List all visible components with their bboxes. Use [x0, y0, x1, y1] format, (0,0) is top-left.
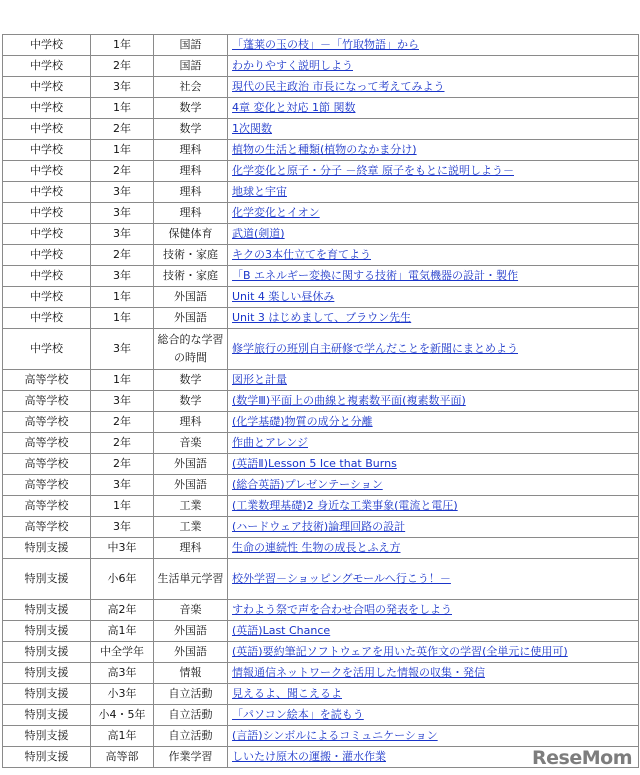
- school-cell: 高等学校: [3, 496, 91, 517]
- grade-cell: 2年: [91, 56, 154, 77]
- table-row: [3, 77, 639, 98]
- unit-link[interactable]: Unit 3 はじめまして、ブラウン先生: [232, 311, 412, 324]
- school-cell: 中学校: [3, 224, 91, 245]
- table-row: [3, 308, 639, 329]
- grade-cell: 2年: [91, 161, 154, 182]
- table-row: [3, 600, 639, 621]
- school-cell: 中学校: [3, 98, 91, 119]
- table-row: [3, 182, 639, 203]
- subject-cell: 音楽: [154, 600, 228, 621]
- unit-link[interactable]: (ハードウェア技術)論理回路の設計: [232, 520, 406, 533]
- subject-cell: 工業: [154, 496, 228, 517]
- school-cell: 中学校: [3, 140, 91, 161]
- unit-link[interactable]: 修学旅行の班別自主研修で学んだことを新聞にまとめよう: [232, 342, 518, 355]
- unit-cell: [228, 663, 639, 684]
- subject-cell: 保健体育: [154, 224, 228, 245]
- unit-link[interactable]: 生命の連続性 生物の成長とふえ方: [232, 541, 401, 554]
- grade-cell: 小3年: [91, 684, 154, 705]
- unit-link[interactable]: 現代の民主政治 市長になって考えてみよう: [232, 80, 445, 93]
- subject-cell: 理科: [154, 140, 228, 161]
- school-cell: 高等学校: [3, 391, 91, 412]
- unit-link[interactable]: (工業数理基礎)2 身近な工業事象(電流と電圧): [232, 499, 458, 512]
- table-row: [3, 161, 639, 182]
- school-cell: 高等学校: [3, 370, 91, 391]
- subject-cell: 理科: [154, 203, 228, 224]
- unit-cell: [228, 600, 639, 621]
- grade-cell: 3年: [91, 475, 154, 496]
- subject-cell: 国語: [154, 35, 228, 56]
- school-cell: 特別支援: [3, 538, 91, 559]
- school-cell: 中学校: [3, 203, 91, 224]
- unit-link[interactable]: しいたけ原木の運搬・灌水作業: [232, 750, 386, 763]
- unit-cell: [228, 140, 639, 161]
- school-cell: 高等学校: [3, 433, 91, 454]
- unit-link[interactable]: (数学Ⅲ)平面上の曲線と複素数平面(複素数平面): [232, 394, 466, 407]
- table-row: [3, 705, 639, 726]
- unit-cell: [228, 391, 639, 412]
- grade-cell: 高2年: [91, 600, 154, 621]
- unit-cell: [228, 329, 639, 370]
- grade-cell: 3年: [91, 329, 154, 370]
- unit-link[interactable]: 1次関数: [232, 122, 272, 135]
- grade-cell: 2年: [91, 433, 154, 454]
- unit-cell: [228, 308, 639, 329]
- table-row: [3, 329, 639, 370]
- school-cell: 特別支援: [3, 559, 91, 600]
- school-cell: 中学校: [3, 308, 91, 329]
- school-cell: 中学校: [3, 161, 91, 182]
- unit-link[interactable]: (英語)要約筆記ソフトウェアを用いた英作文の学習(全単元に使用可): [232, 645, 568, 658]
- unit-link[interactable]: すわよう祭で声を合わせ合唱の発表をしよう: [232, 603, 452, 616]
- subject-cell: 理科: [154, 412, 228, 433]
- school-cell: 特別支援: [3, 642, 91, 663]
- school-cell: 中学校: [3, 329, 91, 370]
- table-row: [3, 433, 639, 454]
- grade-cell: 2年: [91, 454, 154, 475]
- unit-link[interactable]: 「パソコン絵本」を読もう: [232, 708, 364, 721]
- table-row: [3, 412, 639, 433]
- school-cell: 特別支援: [3, 747, 91, 768]
- table-row: [3, 517, 639, 538]
- lesson-table-body: [3, 35, 639, 768]
- subject-cell: 自立活動: [154, 684, 228, 705]
- grade-cell: 1年: [91, 370, 154, 391]
- unit-cell: [228, 224, 639, 245]
- unit-link[interactable]: わかりやすく説明しよう: [232, 59, 353, 72]
- unit-cell: [228, 475, 639, 496]
- school-cell: 中学校: [3, 266, 91, 287]
- unit-cell: [228, 705, 639, 726]
- grade-cell: 高等部: [91, 747, 154, 768]
- unit-link[interactable]: 4章 変化と対応 1節 関数: [232, 101, 356, 114]
- school-cell: 中学校: [3, 35, 91, 56]
- table-row: [3, 621, 639, 642]
- grade-cell: 3年: [91, 203, 154, 224]
- table-row: [3, 454, 639, 475]
- unit-link[interactable]: 図形と計量: [232, 373, 287, 386]
- unit-cell: [228, 119, 639, 140]
- table-row: [3, 56, 639, 77]
- unit-cell: [228, 287, 639, 308]
- grade-cell: 3年: [91, 224, 154, 245]
- grade-cell: 3年: [91, 77, 154, 98]
- school-cell: 中学校: [3, 56, 91, 77]
- table-row: [3, 642, 639, 663]
- unit-link[interactable]: (英語)Last Chance: [232, 624, 331, 637]
- subject-cell: 数学: [154, 98, 228, 119]
- grade-cell: 3年: [91, 182, 154, 203]
- unit-cell: [228, 684, 639, 705]
- grade-cell: 2年: [91, 245, 154, 266]
- school-cell: 高等学校: [3, 454, 91, 475]
- resemom-logo: [532, 747, 632, 769]
- unit-link[interactable]: Unit 4 楽しい昼休み: [232, 290, 335, 303]
- subject-cell: 総合的な学習の時間: [154, 329, 228, 370]
- unit-link[interactable]: 見えるよ、聞こえるよ: [232, 687, 342, 700]
- grade-cell: 小6年: [91, 559, 154, 600]
- school-cell: 特別支援: [3, 600, 91, 621]
- unit-link[interactable]: (総合英語)プレゼンテーション: [232, 478, 383, 491]
- unit-cell: [228, 726, 639, 747]
- table-row: [3, 475, 639, 496]
- unit-link[interactable]: 校外学習－ショッピングモールへ行こう！－: [232, 572, 451, 585]
- unit-cell: [228, 182, 639, 203]
- grade-cell: 3年: [91, 517, 154, 538]
- unit-cell: [228, 35, 639, 56]
- grade-cell: 1年: [91, 287, 154, 308]
- subject-cell: 理科: [154, 182, 228, 203]
- unit-cell: [228, 161, 639, 182]
- unit-link[interactable]: 「蓬莱の玉の枝」－「竹取物語」から: [232, 38, 419, 51]
- unit-cell: [228, 77, 639, 98]
- table-row: [3, 663, 639, 684]
- table-row: [3, 287, 639, 308]
- unit-link[interactable]: 情報通信ネットワークを活用した情報の収集・発信: [232, 666, 485, 679]
- unit-cell: [228, 433, 639, 454]
- table-row: [3, 684, 639, 705]
- table-row: [3, 538, 639, 559]
- lesson-table: [2, 34, 639, 768]
- unit-cell: [228, 496, 639, 517]
- unit-cell: [228, 203, 639, 224]
- unit-link[interactable]: (英語Ⅱ)Lesson 5 Ice that Burns: [232, 457, 397, 470]
- unit-cell: [228, 538, 639, 559]
- grade-cell: 中全学年: [91, 642, 154, 663]
- table-row: [3, 559, 639, 600]
- school-cell: 特別支援: [3, 705, 91, 726]
- subject-cell: 外国語: [154, 454, 228, 475]
- unit-link[interactable]: 化学変化とイオン: [232, 206, 320, 219]
- unit-cell: [228, 98, 639, 119]
- table-row: [3, 140, 639, 161]
- subject-cell: 外国語: [154, 475, 228, 496]
- school-cell: 中学校: [3, 287, 91, 308]
- table-row: [3, 119, 639, 140]
- grade-cell: 中3年: [91, 538, 154, 559]
- grade-cell: 1年: [91, 140, 154, 161]
- unit-cell: [228, 245, 639, 266]
- table-row: [3, 370, 639, 391]
- table-row: [3, 98, 639, 119]
- unit-link[interactable]: 化学変化と原子・分子 －終章 原子をもとに説明しよう－: [232, 164, 514, 177]
- grade-cell: 2年: [91, 119, 154, 140]
- school-cell: 高等学校: [3, 517, 91, 538]
- school-cell: 特別支援: [3, 684, 91, 705]
- unit-cell: [228, 412, 639, 433]
- school-cell: 中学校: [3, 182, 91, 203]
- unit-link[interactable]: (化学基礎)物質の成分と分離: [232, 415, 373, 428]
- grade-cell: 1年: [91, 496, 154, 517]
- unit-cell: [228, 642, 639, 663]
- table-row: [3, 203, 639, 224]
- subject-cell: 数学: [154, 370, 228, 391]
- grade-cell: 1年: [91, 35, 154, 56]
- subject-cell: 作業学習: [154, 747, 228, 768]
- unit-cell: [228, 266, 639, 287]
- subject-cell: 技術・家庭: [154, 245, 228, 266]
- unit-link[interactable]: 武道(剣道): [232, 227, 285, 240]
- table-row: [3, 391, 639, 412]
- grade-cell: 高1年: [91, 726, 154, 747]
- table-row: [3, 35, 639, 56]
- subject-cell: 理科: [154, 538, 228, 559]
- unit-cell: [228, 621, 639, 642]
- subject-cell: 情報: [154, 663, 228, 684]
- subject-cell: 理科: [154, 161, 228, 182]
- grade-cell: 1年: [91, 98, 154, 119]
- table-row: [3, 496, 639, 517]
- school-cell: 中学校: [3, 119, 91, 140]
- school-cell: 特別支援: [3, 726, 91, 747]
- unit-cell: [228, 517, 639, 538]
- table-row: [3, 726, 639, 747]
- school-cell: 特別支援: [3, 621, 91, 642]
- grade-cell: 1年: [91, 308, 154, 329]
- school-cell: 中学校: [3, 77, 91, 98]
- subject-cell: 外国語: [154, 308, 228, 329]
- grade-cell: 3年: [91, 266, 154, 287]
- grade-cell: 2年: [91, 412, 154, 433]
- subject-cell: 生活単元学習: [154, 559, 228, 600]
- unit-cell: [228, 559, 639, 600]
- unit-cell: [228, 370, 639, 391]
- school-cell: 高等学校: [3, 412, 91, 433]
- grade-cell: 高1年: [91, 621, 154, 642]
- unit-link[interactable]: (言語)シンボルによるコミュニケーション: [232, 729, 438, 742]
- logo-text: ReseMom: [532, 747, 632, 769]
- table-row: [3, 245, 639, 266]
- unit-cell: [228, 56, 639, 77]
- subject-cell: 社会: [154, 77, 228, 98]
- subject-cell: 外国語: [154, 621, 228, 642]
- table-row: [3, 224, 639, 245]
- subject-cell: 技術・家庭: [154, 266, 228, 287]
- school-cell: 高等学校: [3, 475, 91, 496]
- subject-cell: 国語: [154, 56, 228, 77]
- table-row: [3, 266, 639, 287]
- school-cell: 中学校: [3, 245, 91, 266]
- subject-cell: 自立活動: [154, 705, 228, 726]
- grade-cell: 小4・5年: [91, 705, 154, 726]
- grade-cell: 高3年: [91, 663, 154, 684]
- unit-link[interactable]: キクの3本仕立てを育てよう: [232, 248, 371, 261]
- unit-link[interactable]: 作曲とアレンジ: [232, 436, 309, 449]
- subject-cell: 工業: [154, 517, 228, 538]
- grade-cell: 3年: [91, 391, 154, 412]
- subject-cell: 外国語: [154, 287, 228, 308]
- subject-cell: 数学: [154, 391, 228, 412]
- school-cell: 特別支援: [3, 663, 91, 684]
- unit-link[interactable]: 地球と宇宙: [232, 185, 287, 198]
- subject-cell: 外国語: [154, 642, 228, 663]
- subject-cell: 数学: [154, 119, 228, 140]
- subject-cell: 自立活動: [154, 726, 228, 747]
- unit-link[interactable]: 植物の生活と種類(植物のなかま分け): [232, 143, 417, 156]
- unit-link[interactable]: 「B エネルギー変換に関する技術」電気機器の設計・製作: [232, 269, 519, 282]
- subject-cell: 音楽: [154, 433, 228, 454]
- unit-cell: [228, 454, 639, 475]
